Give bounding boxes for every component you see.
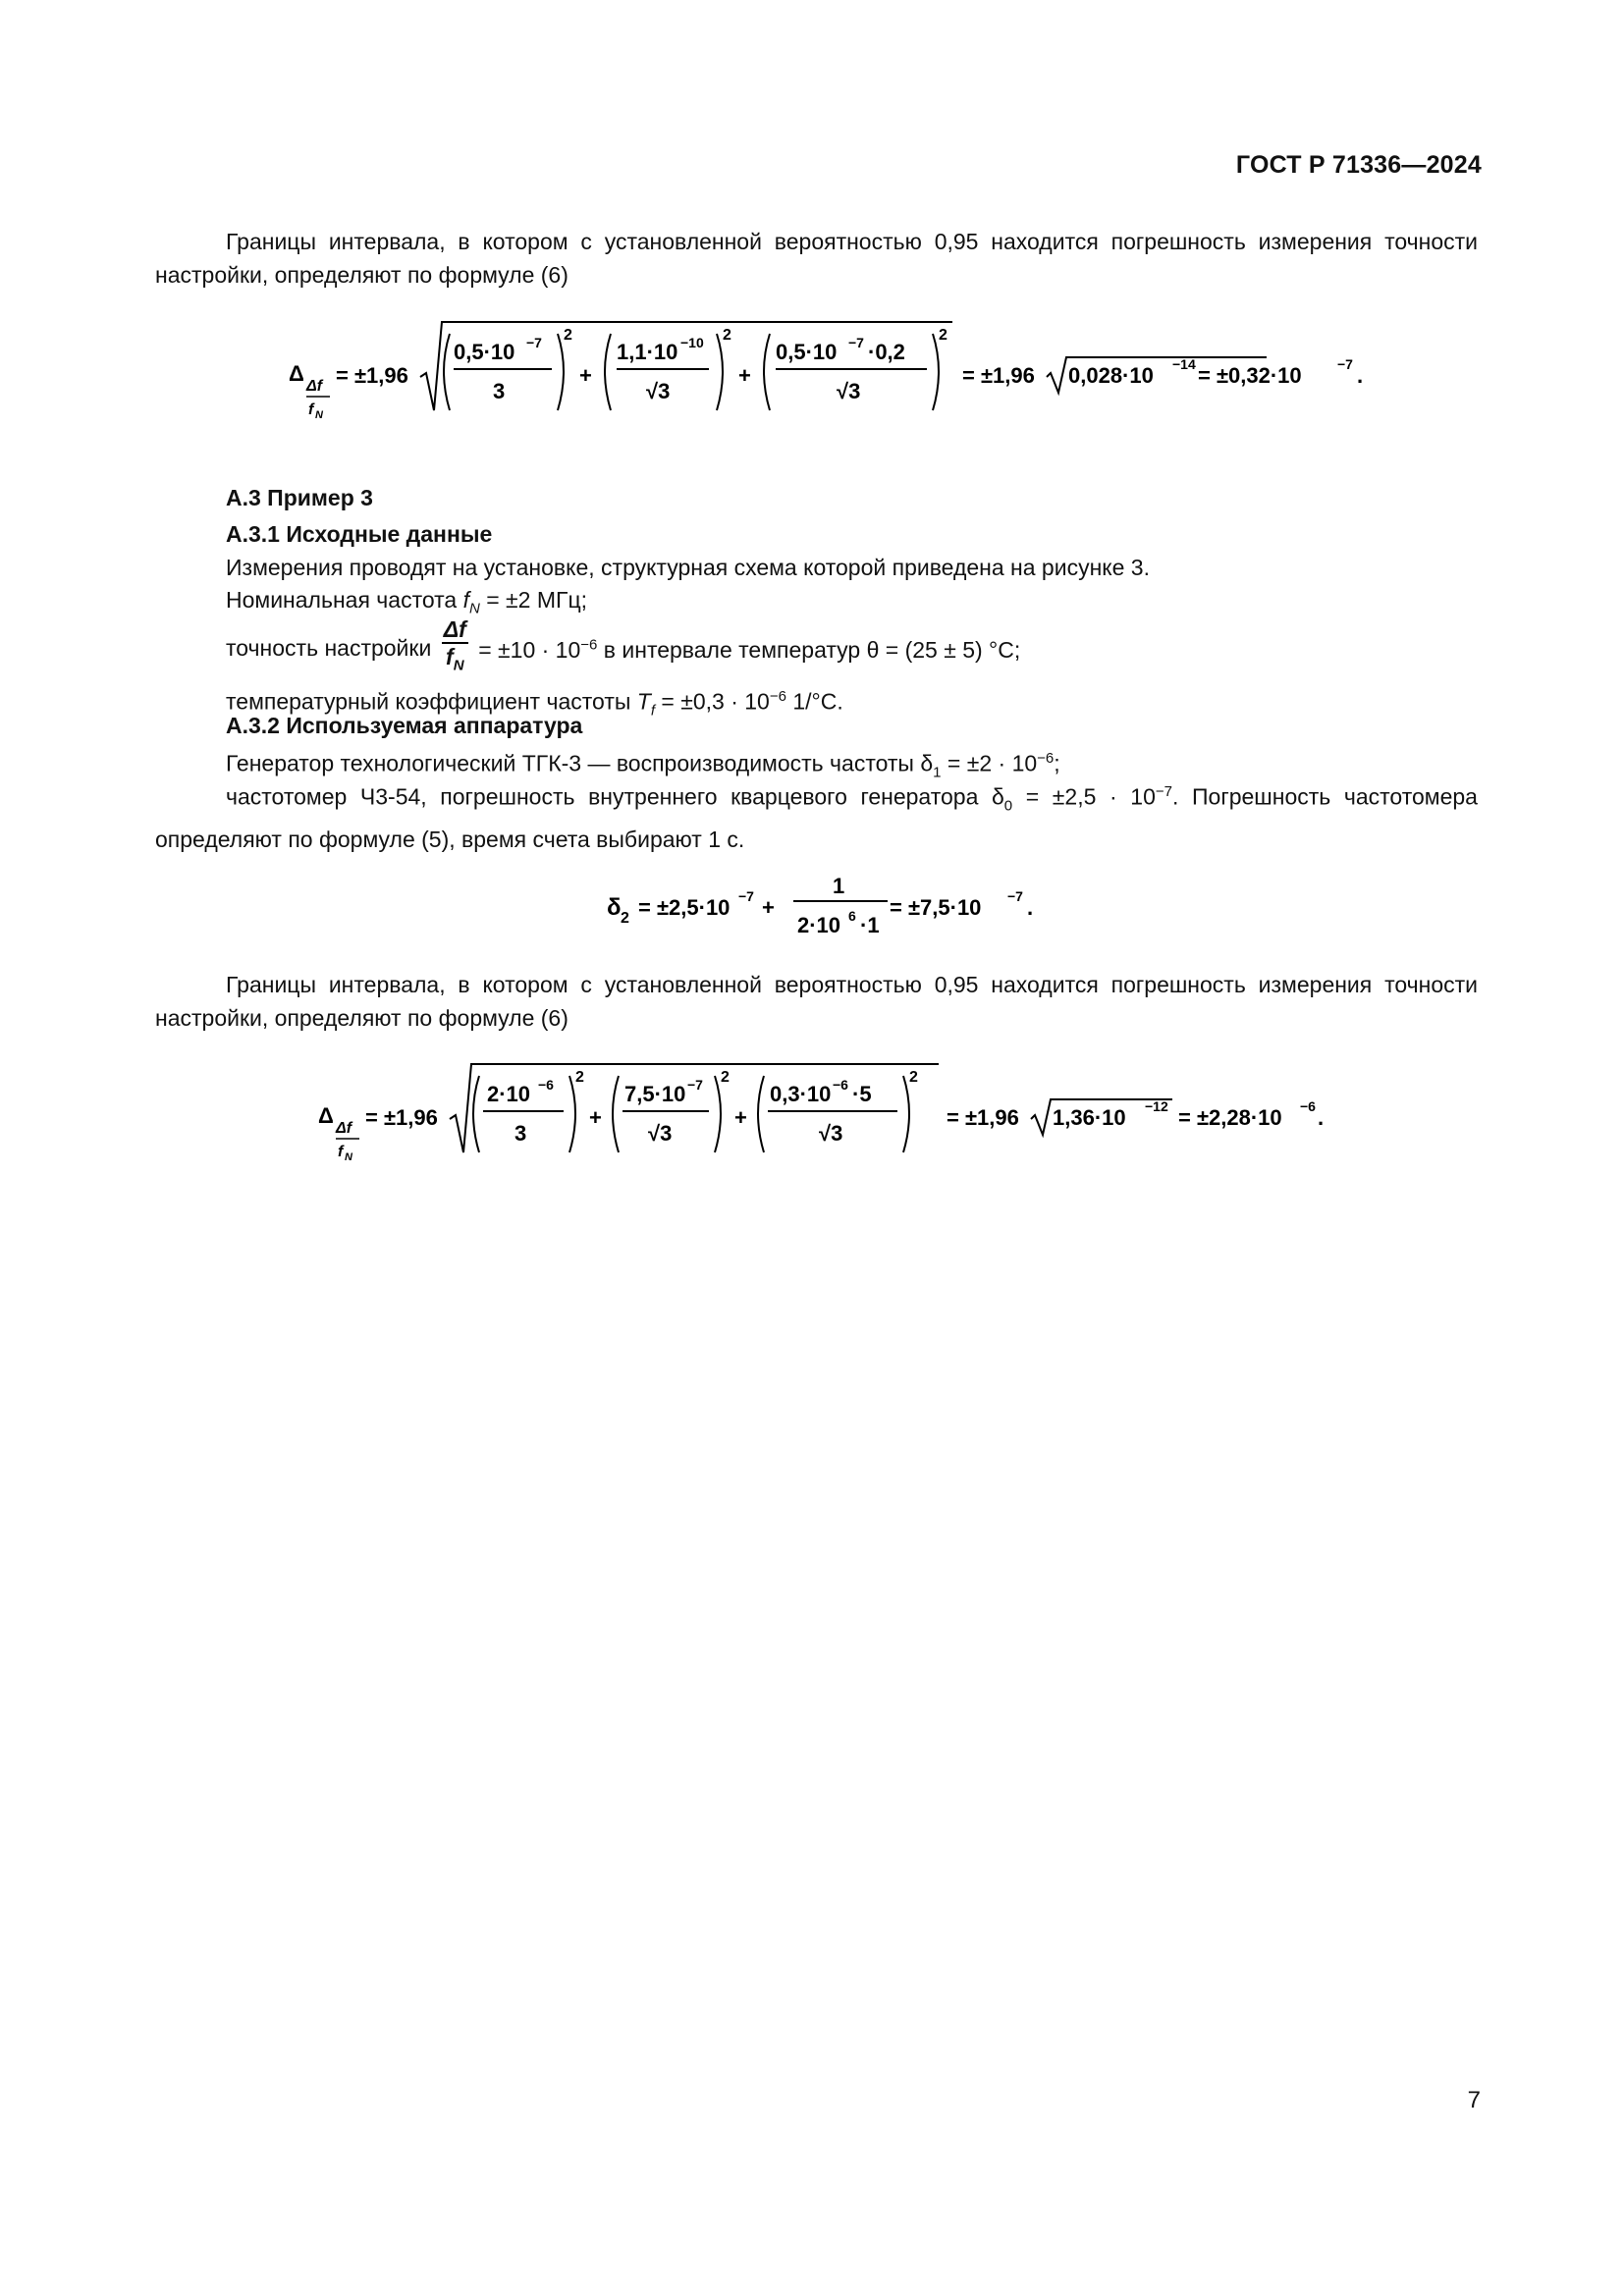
- formula-lhs-num: Δf: [306, 378, 323, 395]
- f3-lhs-den: f: [338, 1144, 344, 1160]
- formula-r3: = ±0,32·10: [1198, 363, 1302, 388]
- paragraph-interval-2: Границы интервала, в котором с установленной вероятностью 0,95 находится погрешность измерения точности настройки, определяют по формуле (6): [155, 972, 1478, 1031]
- f2-eq2-exp: −7: [1007, 888, 1023, 904]
- formula-r2: 0,028·10: [1068, 363, 1154, 388]
- f3-t2-exp: −7: [687, 1077, 703, 1093]
- formula-t2-exp: −10: [680, 335, 704, 350]
- a32-paragraph-2: частотомер Ч3-54, погрешность внутреннего кварцевого генератора $\delta_0 = \pm 2,5 \cdot 10^{-7}$. Погрешность частотомера определяют по формуле (5), время счета выбирают 1 с.: [155, 783, 1478, 853]
- formula-t1-exp: −7: [526, 335, 542, 350]
- f3-t3-num: 0,3·10: [770, 1082, 832, 1106]
- formula-6-example-3-svg: [314, 1054, 1345, 1172]
- standard-number-header: ГОСТ Р 71336—2024: [1235, 151, 1482, 179]
- formula-r3-end: .: [1357, 363, 1364, 388]
- formula-6-example-2: [285, 312, 1375, 435]
- formula-t2-sq: 2: [723, 327, 731, 344]
- formula-delta: Δ: [289, 361, 304, 386]
- paragraph-interval-1: Границы интервала, в котором с установленной вероятностью 0,95 находится погрешность измерения точности настройки, определяют по формуле (6): [155, 229, 1478, 288]
- formula-t3-exp: −7: [848, 335, 864, 350]
- f3-r3-exp: −6: [1300, 1098, 1316, 1114]
- a31-line-2: Номинальная частота $f_N = \pm 2$ МГц;: [226, 587, 588, 617]
- f3-t1-sq: 2: [575, 1069, 584, 1086]
- f3-lhs-den-sub: N: [345, 1151, 352, 1163]
- formula-6-example-2-svg: [285, 312, 1375, 430]
- formula-r1: = ±1,96: [962, 363, 1035, 388]
- f3-plus-2: +: [734, 1105, 747, 1130]
- formula-5-delta2: [589, 862, 1060, 955]
- formula-t1-num: 0,5·10: [454, 340, 515, 364]
- page-number: 7: [1467, 2087, 1481, 2113]
- f3-t1-den: 3: [514, 1121, 527, 1146]
- f3-r3-end: .: [1318, 1105, 1325, 1130]
- f3-t3-sq: 2: [909, 1069, 918, 1086]
- f2-lhs: δ: [607, 894, 622, 921]
- formula-lhs-den-sub: N: [315, 409, 323, 421]
- f3-lhs-num: Δf: [336, 1120, 352, 1137]
- formula-5-svg: [589, 862, 1060, 950]
- formula-plus-2: +: [738, 363, 751, 388]
- f2-eq1-exp: −7: [738, 888, 754, 904]
- section-a3-heading: А.3 Пример 3: [226, 485, 373, 510]
- a31-line-4: температурный коэффициент частоты $T_f = \pm 0,3 \cdot 10^{-6}$ 1/°С.: [226, 688, 843, 720]
- f3-t2-sq: 2: [721, 1069, 730, 1086]
- f2-den-tail: ·1: [860, 913, 880, 937]
- formula-r2-exp: −14: [1172, 356, 1196, 372]
- formula-lhs-den: f: [308, 401, 314, 418]
- section-a31-heading: А.3.1 Исходные данные: [226, 521, 493, 547]
- f2-lhs-sub: 2: [621, 910, 629, 927]
- formula-plus-1: +: [579, 363, 592, 388]
- f2-den: 2·10: [797, 913, 841, 937]
- f3-t3-exp: −6: [833, 1077, 848, 1093]
- formula-t1-sq: 2: [564, 327, 572, 344]
- accuracy-fraction: $\frac{\Delta f}{f_N}$: [443, 616, 466, 674]
- formula-r3-exp: −7: [1337, 356, 1353, 372]
- f2-eq1: = ±2,5·10: [638, 895, 731, 920]
- f2-end: .: [1027, 895, 1034, 920]
- f2-den-exp: 6: [848, 908, 856, 924]
- f3-t1-num: 2·10: [487, 1082, 531, 1106]
- section-a32-heading: А.3.2 Используемая аппаратура: [226, 713, 583, 738]
- a31-line-3: точность настройки $\frac{\Delta f}{f_N}$ = $\pm 10 \cdot 10^{-6}$ в интервале температур θ = (25 ± 5) °С;: [226, 616, 1020, 679]
- f3-r1: = ±1,96: [947, 1105, 1019, 1130]
- formula-t2-den: √3: [646, 379, 671, 403]
- f2-num: 1: [833, 874, 845, 898]
- formula-6-example-3: [314, 1054, 1345, 1177]
- f3-t3-tail: ·5: [852, 1082, 872, 1106]
- f3-plus-1: +: [589, 1105, 602, 1130]
- f3-t2-den: √3: [648, 1121, 673, 1146]
- f3-r2: 1,36·10: [1053, 1105, 1126, 1130]
- formula-t3-num: 0,5·10: [776, 340, 838, 364]
- f3-t3-den: √3: [819, 1121, 843, 1146]
- formula-t3-sq: 2: [939, 327, 947, 344]
- f3-t1-exp: −6: [538, 1077, 554, 1093]
- a32-line-1: Генератор технологический ТГК-3 — воспроизводимость частоты $\delta_1 = \pm 2 \cdot 10^{-6}$;: [226, 750, 1060, 781]
- f3-delta: Δ: [318, 1103, 334, 1128]
- f2-eq2: = ±7,5·10: [890, 895, 982, 920]
- a31-line-1: Измерения проводят на установке, структурная схема которой приведена на рисунке 3.: [226, 555, 1150, 580]
- formula-t2-num: 1,1·10: [617, 340, 678, 364]
- f2-plus: +: [762, 895, 775, 920]
- formula-t3-den: √3: [837, 379, 861, 403]
- formula-t1-den: 3: [493, 379, 506, 403]
- formula-t3-tail: ·0,2: [868, 340, 905, 364]
- f3-r2-exp: −12: [1145, 1098, 1168, 1114]
- formula-coef: = ±1,96: [336, 363, 408, 388]
- f3-coef: = ±1,96: [365, 1105, 438, 1130]
- f3-r3: = ±2,28·10: [1178, 1105, 1282, 1130]
- f3-t2-num: 7,5·10: [624, 1082, 686, 1106]
